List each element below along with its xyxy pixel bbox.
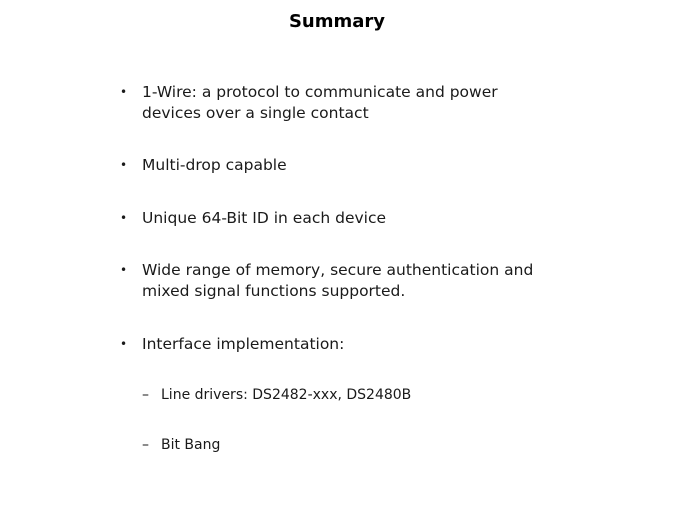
sub-bullet-text: Line drivers: DS2482-xxx, DS2480B	[161, 387, 412, 403]
bullet-text: Interface implementation:	[142, 335, 345, 353]
bullet-item	[120, 260, 560, 302]
bullet-icon: •	[120, 263, 128, 277]
bullet-icon: •	[120, 211, 128, 225]
bullet-item	[120, 82, 560, 124]
sub-bullet-text: Bit Bang	[161, 437, 221, 453]
bullet-item	[120, 334, 560, 355]
bullet-icon: •	[120, 337, 128, 351]
bullet-text: 1-Wire: a protocol to communicate and power devices over a single contact	[142, 83, 498, 122]
sub-bullet-item	[142, 386, 562, 405]
bullet-icon: •	[120, 85, 128, 99]
sub-bullet-item	[142, 436, 562, 455]
bullet-text: Unique 64-Bit ID in each device	[142, 209, 387, 227]
bullet-item	[120, 155, 560, 176]
bullet-text: Multi-drop capable	[142, 156, 287, 174]
bullet-text: Wide range of memory, secure authentication and mixed signal functions supported.	[142, 261, 534, 300]
slide-title: Summary	[288, 11, 386, 32]
dash-icon: –	[142, 437, 149, 453]
bullet-icon: •	[120, 158, 128, 172]
bullet-item	[120, 208, 560, 229]
dash-icon: –	[142, 387, 149, 403]
